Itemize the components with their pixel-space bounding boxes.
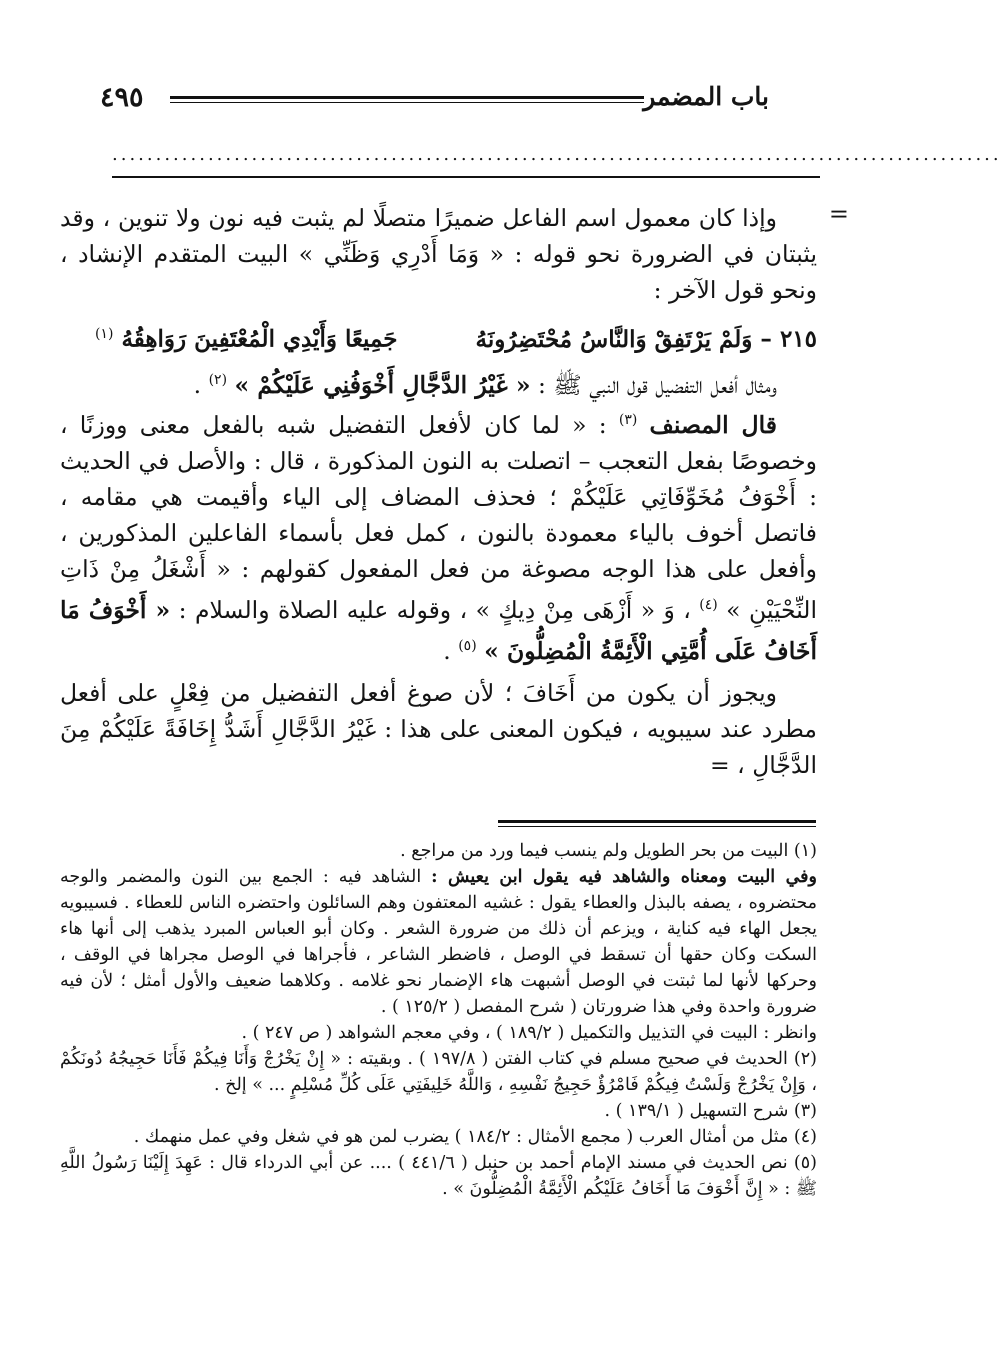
paragraph-2-text: ومثال أفعل التفضيل قول النبي ﷺ : — [538, 370, 777, 399]
header-rule — [170, 96, 644, 103]
footnote-ref-2: (٢) — [208, 371, 228, 388]
hadith-quote-2: « أَخْوَفُ مَا أَخَافُ عَلَى أُمَّتِي الْأَئِمَّةُ الْمُضِلُّونَ » — [60, 596, 817, 665]
verse-second-hemistich: جَمِيعًا وَأَيْدِي الْمُعْتَفِينَ رَوَاهِقُهُ — [121, 325, 398, 353]
footnote-ref-3: (٣) — [618, 412, 638, 429]
page-number: ٤٩٥ — [100, 82, 144, 113]
footnote-1: (١) البيت من بحر الطويل ولم ينسب فيما ورد من مراجع . — [400, 841, 817, 861]
paragraph-3-text-2: ، وَ « أَزْهَى مِنْ دِيكٍ » ، وقوله عليه الصلاة والسلام : — [178, 596, 691, 625]
chapter-title: باب المضمر — [643, 82, 769, 111]
paragraph-3 — [60, 402, 817, 668]
footnote-1-text: الشاهد فيه : الجمع بين النون والمضمر والوجه محتضروه ، يصفه بالبذل والعطاء يقول : غشيه المعتفون وهم السائلون واحتضره الناس للعطاء . فسيبويه يجعل الهاء فيه كناية ، ويزعم أن ذلك من ضرورة الشعر . وكان أبو العباس المبرد يذهب إلى أنها هاء السكت وكان حقها أن تسقط في الوصل ، فاضطر الشاعر ، فأجراها في الوصل مجراها في الوقف ، وحركها لأنها لما ثبتت في الوصل أشبهت هاء الإضمار نحو غلامه . وكلاهما ضعيف والأول أمثل ؛ لأن فيه ضرورة واحدة وفي هذا ضرورتان ( شرح المفصل ( ١٢٥/٢ ) . — [60, 867, 817, 1017]
footnote-ref-1: (١) — [94, 326, 114, 342]
paragraph-2-end: . — [193, 370, 202, 399]
paragraph-3-end: . — [443, 636, 451, 665]
footnotes — [60, 838, 817, 1202]
footnote-2: (٢) الحديث في صحيح مسلم في كتاب الفتن ( ١٩٧/٨ ) . وبقيته : « إِنْ يَخْرُجْ وَأَنَا فِيكُمْ فَأَنَا حَجِيجُهُ دُونَكُمْ ، وَإِنْ يَخْرُجْ وَلَسْتُ فِيكُمْ فَامْرُؤٌ حَجِيجُ نَفْسِهِ ، وَاللَّهُ خَلِيفَتِي عَلَى كُلِّ مُسْلِمٍ ... » إلخ . — [60, 1049, 817, 1095]
poetry-verse — [60, 316, 817, 358]
dotted-separator: ...................................................................................................... — [112, 144, 1002, 165]
continuation-mark: = — [828, 200, 849, 228]
hadith-quote-1: « غَيْرُ الدَّجَّالِ أَخْوَفُنِي عَلَيْكُمْ » — [234, 370, 531, 399]
footnote-1-commentary — [60, 864, 817, 1020]
verse-number: ٢١٥ – — [760, 325, 817, 353]
footnote-1-label: وفي البيت ومعناه والشاهد فيه يقول ابن يعيش : — [431, 867, 817, 887]
author-label: قال المصنف — [649, 411, 777, 440]
footnote-ref-5: (٥) — [458, 638, 477, 655]
footnote-3: (٣) شرح التسهيل ( ١٣٩/١ ) . — [604, 1101, 817, 1121]
footnote-5: (٥) نص الحديث في مسند الإمام أحمد بن حنبل ( ٤٤١/٦ ) .... عن أبي الدرداء قال : عَهِدَ إِلَيْنَا رَسُولُ اللَّهِ ﷺ : « إِنَّ أَخْوَفَ مَا أَخَافُ عَلَيْكُم الْأَئِمَّةُ الْمُضِلُّونَ » . — [60, 1153, 817, 1199]
footnote-ref-4: (٤) — [699, 597, 718, 614]
verse-first-hemistich: وَلَمْ يَرْتَفِقْ وَالنَّاسُ مُحْتَضِرُونَهُ — [475, 325, 753, 353]
separator-rule — [112, 176, 820, 178]
paragraph-3-text: : « لما كان لأفعل التفضيل شبه بالفعل معنى ووزنًا ، وخصوصًا بفعل التعجب – اتصلت به النون المذكورة ، قال : والأصل في الحديث : أَخْوَفُ مُخَوِّفَاتِي عَلَيْكُمْ ؛ فحذف المضاف إلى الياء وأقيمت هي مقامه ، فاتصل أخوف بالياء معمودة بالنون ، كمل فعل بأسماء الفاعلين المذكورين ، وأفعل على هذا الوجه مصوغة من فعل المفعول كقولهم : « أَشْغَلُ مِنْ ذَاتِ النِّحْيَيْنِ » — [60, 411, 817, 625]
main-text — [60, 200, 817, 783]
paragraph-1: وإذا كان معمول اسم الفاعل ضميرًا متصلًا لم يثبت فيه نون ولا تنوين ، وقد يثبتان في الضرورة نحو قوله : « وَمَا أَدْرِي وَظَنِّي » البيت المتقدم الإنشاد ، ونحو قول الآخر : — [60, 204, 817, 304]
page-header — [100, 82, 769, 118]
footnote-rule — [498, 820, 816, 827]
paragraph-2 — [60, 362, 817, 403]
paragraph-4: ويجوز أن يكون من أَخَافَ ؛ لأن صوغ أفعل التفضيل من فِعْلٍ على أفعل مطرد عند سيبويه ، فيكون المعنى على هذا : غَيْرُ الدَّجَّالِ أَشَدُّ إِخَافَةً عَلَيْكُمْ مِنَ الدَّجَّالِ ، = — [60, 678, 817, 779]
footnote-1-references: وانظر : البيت في التذييل والتكميل ( ١٨٩/٢ ) ، وفي معجم الشواهد ( ص ٢٤٧ ) . — [241, 1023, 817, 1043]
footnote-4: (٤) مثل من أمثال العرب ( مجمع الأمثال : ١٨٤/٢ ) يضرب لمن هو في شغل وفي عمل منهمك . — [133, 1127, 817, 1147]
